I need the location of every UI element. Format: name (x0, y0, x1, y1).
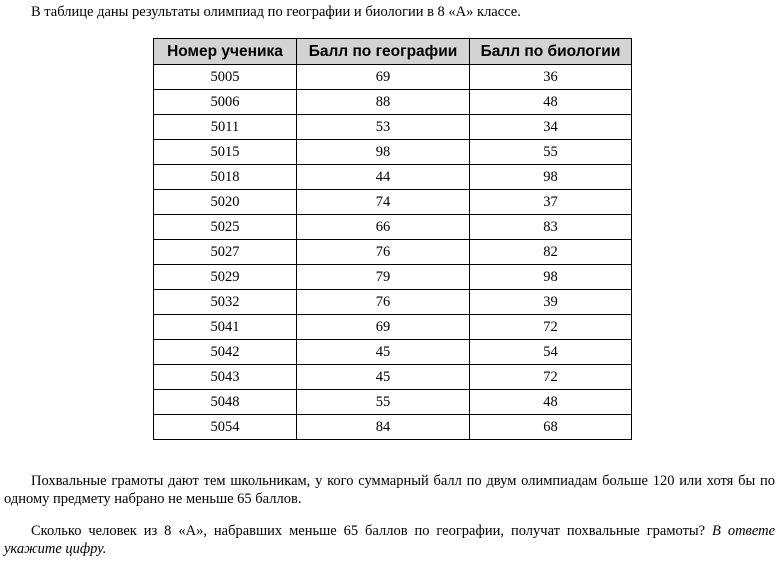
table-row (154, 415, 632, 440)
cell-biology-score: 34 (470, 115, 632, 140)
cell-biology-score: 55 (470, 140, 632, 165)
table-row (154, 140, 632, 165)
cell-student-number: 5054 (154, 415, 297, 440)
cell-student-number: 5006 (154, 90, 297, 115)
table-row (154, 315, 632, 340)
answer-instruction: В ответе укажите цифру. (4, 523, 776, 557)
table-row (154, 165, 632, 190)
cell-biology-score: 98 (470, 265, 632, 290)
cell-geography-score: 69 (297, 315, 470, 340)
question-paragraph (4, 522, 775, 558)
cell-geography-score: 98 (297, 140, 470, 165)
table-row (154, 90, 632, 115)
cell-biology-score: 48 (470, 390, 632, 415)
table-row (154, 115, 632, 140)
cell-biology-score: 39 (470, 290, 632, 315)
cell-geography-score: 69 (297, 65, 470, 90)
cell-geography-score: 44 (297, 165, 470, 190)
cell-geography-score: 88 (297, 90, 470, 115)
cell-geography-score: 76 (297, 240, 470, 265)
cell-student-number: 5048 (154, 390, 297, 415)
cell-biology-score: 83 (470, 215, 632, 240)
table-header-row (154, 39, 632, 65)
cell-student-number: 5029 (154, 265, 297, 290)
results-table (153, 38, 632, 440)
cell-geography-score: 74 (297, 190, 470, 215)
cell-student-number: 5015 (154, 140, 297, 165)
cell-biology-score: 37 (470, 190, 632, 215)
cell-geography-score: 55 (297, 390, 470, 415)
award-rule-paragraph: Похвальные грамоты дают тем школьникам, у кого суммарный балл по двум олимпиадам больше 120 или хотя бы по одному предмету набрано не меньше 65 баллов. (4, 473, 775, 507)
table-row (154, 215, 632, 240)
cell-student-number: 5041 (154, 315, 297, 340)
cell-student-number: 5005 (154, 65, 297, 90)
cell-biology-score: 48 (470, 90, 632, 115)
cell-student-number: 5011 (154, 115, 297, 140)
table-row (154, 340, 632, 365)
cell-geography-score: 45 (297, 365, 470, 390)
header-biology-score: Балл по биологии (470, 39, 632, 65)
cell-student-number: 5018 (154, 165, 297, 190)
cell-student-number: 5032 (154, 290, 297, 315)
cell-student-number: 5020 (154, 190, 297, 215)
table-row (154, 390, 632, 415)
cell-student-number: 5025 (154, 215, 297, 240)
header-geography-score: Балл по географии (297, 39, 470, 65)
table-row (154, 265, 632, 290)
cell-geography-score: 76 (297, 290, 470, 315)
table-row (154, 65, 632, 90)
cell-biology-score: 36 (470, 65, 632, 90)
cell-geography-score: 53 (297, 115, 470, 140)
cell-biology-score: 72 (470, 365, 632, 390)
cell-geography-score: 79 (297, 265, 470, 290)
cell-biology-score: 72 (470, 315, 632, 340)
cell-geography-score: 66 (297, 215, 470, 240)
intro-text: В таблице даны результаты олимпиад по географии и биологии в 8 «А» классе. (31, 4, 521, 20)
table-row (154, 190, 632, 215)
cell-biology-score: 82 (470, 240, 632, 265)
cell-student-number: 5043 (154, 365, 297, 390)
table-row (154, 290, 632, 315)
cell-biology-score: 68 (470, 415, 632, 440)
cell-biology-score: 54 (470, 340, 632, 365)
table-row (154, 240, 632, 265)
cell-student-number: 5027 (154, 240, 297, 265)
cell-geography-score: 45 (297, 340, 470, 365)
table-row (154, 365, 632, 390)
cell-student-number: 5042 (154, 340, 297, 365)
question-text: Сколько человек из 8 «А», набравших меньше 65 баллов по географии, получат похвальные грамоты? (31, 523, 713, 539)
cell-geography-score: 84 (297, 415, 470, 440)
header-student-number: Номер ученика (154, 39, 297, 65)
cell-biology-score: 98 (470, 165, 632, 190)
